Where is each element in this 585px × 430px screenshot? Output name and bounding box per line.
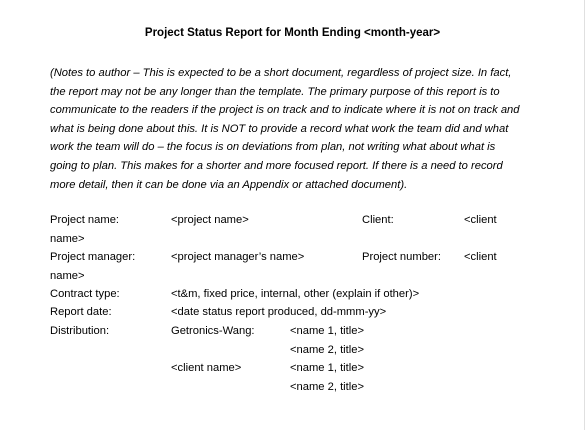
distribution-group-company: Getronics-Wang: xyxy=(171,325,255,337)
report-date-label: Report date: xyxy=(50,306,112,318)
project-number-value: <client xyxy=(464,251,497,263)
distribution-name-entry: <name 1, title> xyxy=(290,362,365,374)
client-value-wrap: name> xyxy=(50,233,85,245)
distribution-name-entry: <name 2, title> xyxy=(290,381,365,393)
project-name-value: <project name> xyxy=(171,214,249,226)
report-date-value: <date status report produced, dd-mmm-yy> xyxy=(171,306,387,318)
client-value: <client xyxy=(464,214,497,226)
author-notes xyxy=(50,64,520,194)
distribution-group-client: <client name> xyxy=(171,362,242,374)
project-manager-value: <project manager’s name> xyxy=(171,251,305,263)
notes-line: more detail, then it can be done via an Appendix or attached document). xyxy=(50,178,408,191)
contract-type-value: <t&m, fixed price, internal, other (explain if other)> xyxy=(171,288,420,300)
project-number-label: Project number: xyxy=(362,251,441,263)
project-manager-label: Project manager: xyxy=(50,251,136,263)
contract-type-label: Contract type: xyxy=(50,288,120,300)
distribution-label: Distribution: xyxy=(50,325,110,337)
client-label: Client: xyxy=(362,214,394,226)
notes-line: work the team will do – the focus is on deviations from plan, not writing what about what is xyxy=(50,141,496,154)
notes-line: the report may not be any longer than the template. The primary purpose of this report is to xyxy=(50,85,500,98)
notes-line: what is being done about this. It is NOT to provide a record what work the team did and what xyxy=(50,122,509,135)
notes-line: going to plan. This makes for a shorter and more focused report. If there is a need to record xyxy=(50,159,503,172)
project-number-value-wrap: name> xyxy=(50,270,85,282)
report-title: Project Status Report for Month Ending <month-year> xyxy=(144,27,441,39)
project-name-label: Project name: xyxy=(50,214,120,226)
distribution-name-entry: <name 1, title> xyxy=(290,325,365,337)
distribution-name-entry: <name 2, title> xyxy=(290,344,365,356)
notes-line: communicate to the readers if the project is on track and to indicate where it is not on track and xyxy=(50,104,520,117)
notes-line: (Notes to author – This is expected to be a short document, regardless of project size. In fact, xyxy=(50,67,512,79)
